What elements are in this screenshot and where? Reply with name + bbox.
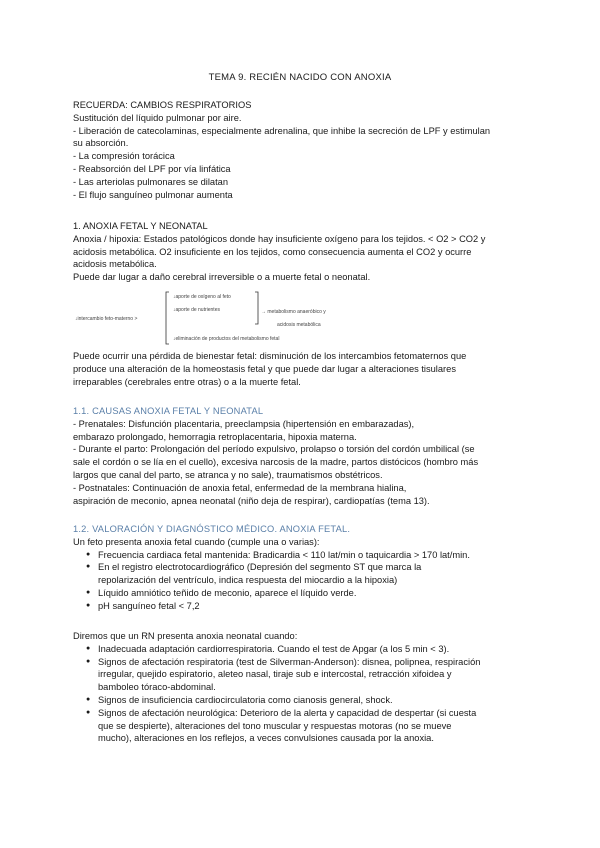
fetal-criteria-list: [73, 549, 533, 613]
diagram-mid-item: ↓eliminación de productos del metabolismo fetal: [173, 336, 280, 342]
list-item: ● Signos de afectación respiratoria (test de Silverman-Anderson): disnea, polipnea, respiración irregular, quejido espiratorio, aleteo nasal, tiraje sub e intercostal, retracción xifoidea y bamboleo tóraco-abdominal.: [73, 656, 533, 694]
paragraph-line: irreparables (cerebrales entre otras) o a la muerte fetal.: [73, 376, 301, 387]
recuerda-line: - El flujo sanguíneo pulmonar aumenta: [73, 189, 233, 200]
intercambio-diagram: [73, 290, 373, 346]
section-line: - Prenatales: Disfunción placentaria, preeclampsia (hipertensión en embarazadas),: [73, 418, 415, 429]
list-item: ● Signos de afectación neurológica: Deterioro de la alerta y capacidad de despertar (si cuesta que se despierte), alteraciones del tono muscular y respuestas motoras (no se mueve mucho), alteraciones en los reflejos, a veces convulsiones causada por la anoxia.: [73, 707, 533, 745]
recuerda-heading: RECUERDA: CAMBIOS RESPIRATORIOS: [73, 100, 252, 110]
diagram-mid-item: ↓aporte de nutrientes: [173, 307, 220, 313]
neonatal-criteria-list: [73, 643, 533, 745]
section-heading: 1. ANOXIA FETAL Y NEONATAL: [73, 221, 208, 231]
section-intro: Un feto presenta anoxia fetal cuando (cumple una o varias):: [73, 536, 320, 547]
page-title: TEMA 9. RECIÉN NACIDO CON ANOXIA: [208, 72, 392, 83]
section-intro: Diremos que un RN presenta anoxia neonatal cuando:: [73, 631, 298, 641]
recuerda-line: - Las arteriolas pulmonares se dilatan: [73, 176, 229, 187]
section-line: - Postnatales: Continuación de anoxia fetal, enfermedad de la membrana hialina,: [73, 482, 407, 493]
paragraph-line: produce una alteración de la homeostasis fetal y que puede dar lugar a alteraciones tisulares: [73, 363, 456, 374]
section-line: embarazo prolongado, hemorragia retroplacentaria, hipoxia materna.: [73, 431, 357, 442]
section-valoracion: [73, 523, 533, 613]
neonatal-criteria: [73, 630, 533, 745]
section-line: largos que canal del parto, se atranca y no sale), traumatismos obstétricos.: [73, 469, 383, 480]
section-line: acidosis metabólica.: [73, 259, 157, 270]
list-item: ● Frecuencia cardiaca fetal mantenida: Bradicardia < 110 lat/min o taquicardia > 170 lat/min.: [73, 549, 533, 562]
diagram-right-item: acidosis metabólica: [277, 322, 321, 328]
section-heading: 1.1. CAUSAS ANOXIA FETAL Y NEONATAL: [73, 406, 264, 416]
recuerda-line: su absorción.: [73, 138, 129, 149]
list-item: ● En el registro electrotocardiográfico (Depresión del segmento ST que marca la repolarización del ventrículo, indica respuesta del miocardio a la hipoxia): [73, 561, 533, 587]
section-heading: 1.2. VALORACIÓN Y DIAGNÓSTICO MÉDICO. ANOXIA FETAL.: [73, 524, 351, 534]
recuerda-section: [73, 99, 533, 201]
section-line: sale el cordón o se lía en el cuello), excesiva narcosis de la madre, partos distócicos (hombro más: [73, 457, 479, 468]
section-line: Anoxia / hipoxia: Estados patológicos donde hay insuficiente oxígeno para los tejidos. < O2 > CO2 y: [73, 233, 486, 244]
section-anoxia: [73, 220, 533, 284]
section-line: aspiración de meconio, apnea neonatal (niño deja de respirar), cardiopatías (tema 13).: [73, 495, 430, 506]
section-line: acidosis metabólica. O2 insuficiente en los tejidos, como consecuencia aumenta el CO2 y ocurre: [73, 246, 472, 257]
section-line: Puede dar lugar a daño cerebral irreversible o a muerte fetal o neonatal.: [73, 272, 371, 283]
paragraph-line: Puede ocurrir una pérdida de bienestar fetal: disminución de los intercambios fetomaternos que: [73, 351, 467, 361]
diagram-mid-item: ↓aporte de oxígeno al feto: [173, 294, 231, 300]
recuerda-line: - Liberación de catecolaminas, especialmente adrenalina, que inhibe la secreción de LPF y estimulan: [73, 125, 491, 136]
diagram-right-item: → metabolismo anaeróbico y: [261, 309, 326, 315]
recuerda-line: - Reabsorción del LPF por vía linfática: [73, 163, 231, 174]
bienestar-paragraph: [73, 350, 533, 388]
section-line: - Durante el parto: Prolongación del período expulsivo, prolapso o torsión del cordón umbilical (se: [73, 444, 475, 455]
list-item: ● Signos de insuficiencia cardiocirculatoria como cianosis general, shock.: [73, 694, 533, 707]
list-item: ● Inadecuada adaptación cardiorrespiratoria. Cuando el test de Apgar (a los 5 min < 3).: [73, 643, 533, 656]
recuerda-line: Sustitución del líquido pulmonar por aire.: [73, 112, 242, 123]
list-item: ● pH sanguíneo fetal < 7,2: [73, 600, 533, 613]
diagram-left-label: ↓intercambio feto-materno >: [75, 316, 138, 322]
recuerda-line: - La compresión torácica: [73, 151, 175, 162]
list-item: ● Líquido amniótico teñido de meconio, aparece el líquido verde.: [73, 587, 533, 600]
section-causas: [73, 405, 533, 507]
